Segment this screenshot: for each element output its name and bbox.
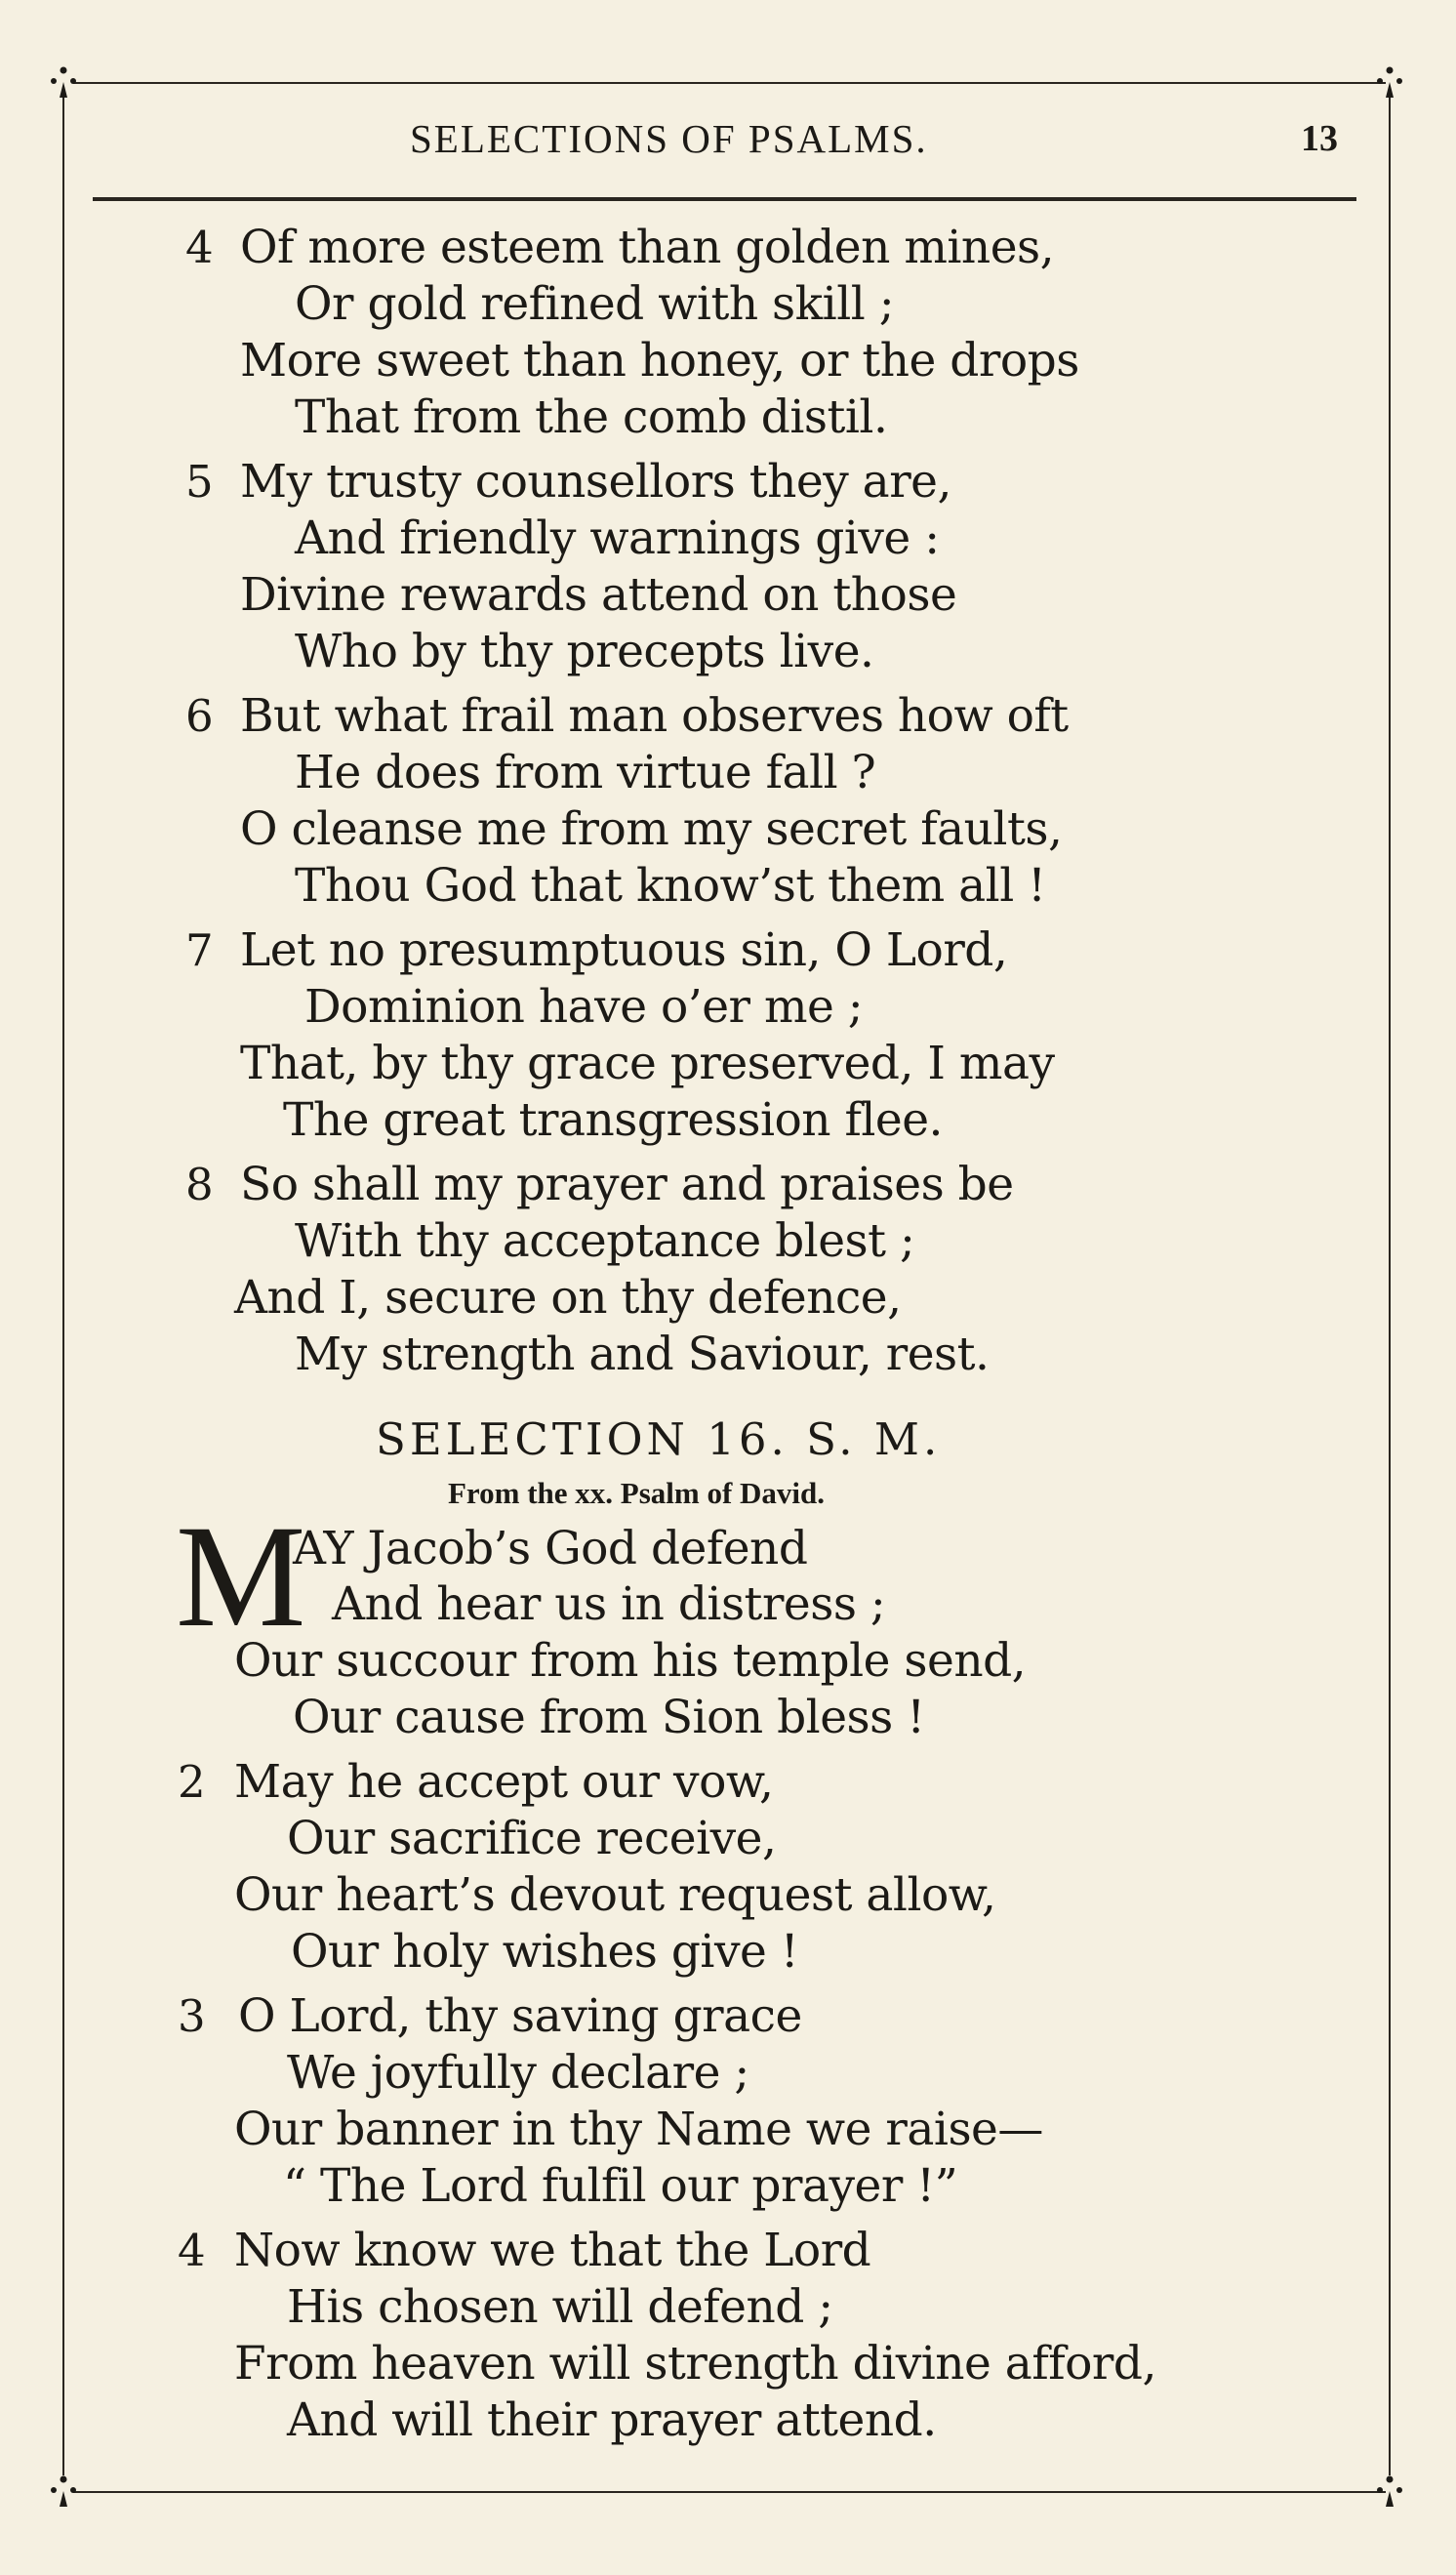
verse-line: And hear us in distress ; (332, 1577, 886, 1631)
verse-line: That from the comb distil. (295, 390, 888, 444)
verse-line: Divine rewards attend on those (240, 568, 957, 622)
corner-ornament-icon (44, 2472, 83, 2511)
verse-line: More sweet than honey, or the drops (240, 334, 1079, 388)
header-rule (93, 197, 1356, 201)
corner-ornament-icon (44, 62, 83, 102)
verse-line: Our cause from Sion bless ! (293, 1691, 925, 1744)
verse-number: 7 (185, 924, 214, 976)
verse-number: 2 (178, 1756, 206, 1808)
verse-line: So shall my prayer and praises be (240, 1158, 1014, 1211)
verse-line: And I, secure on thy defence, (234, 1271, 902, 1325)
verse-line: May he accept our vow, (234, 1755, 774, 1809)
verse-number: 8 (185, 1159, 214, 1210)
verse-line: Our succour from his temple send, (234, 1634, 1027, 1688)
verse-number: 3 (178, 1990, 206, 2042)
verse-line: Of more esteem than golden mines, (240, 221, 1055, 274)
verse-line: Who by thy precepts live. (295, 625, 874, 678)
verse-line: Now know we that the Lord (234, 2224, 871, 2277)
verse-line: Thou God that know’st them all ! (295, 859, 1046, 913)
verse-line: Our sacrifice receive, (287, 1812, 777, 1865)
verse-line: O cleanse me from my secret faults, (240, 802, 1063, 856)
verse-line: AY Jacob’s God defend (293, 1522, 808, 1575)
selection-subtitle: From the xx. Psalm of David. (448, 1476, 826, 1510)
verse-line: “ The Lord fulfil our prayer !” (283, 2159, 958, 2213)
verse-line: My strength and Saviour, rest. (295, 1328, 990, 1381)
page-number: 13 (1301, 118, 1338, 159)
verse-number: 4 (185, 222, 214, 273)
verse-line: And will their prayer attend. (287, 2393, 937, 2447)
verse-number: 4 (178, 2225, 206, 2276)
verse-line: But what frail man observes how oft (240, 689, 1069, 743)
verse-number: 6 (185, 690, 214, 742)
left-border-rule (62, 96, 64, 2475)
corner-ornament-icon (1370, 62, 1409, 102)
verse-line: O Lord, thy saving grace (238, 1989, 802, 2043)
bottom-border-rule (73, 2491, 1386, 2493)
verse-line: The great transgression flee. (283, 1093, 943, 1147)
drop-cap: M (176, 1495, 306, 1657)
verse-line: Or gold refined with skill ; (295, 277, 895, 331)
verse-line: His chosen will defend ; (287, 2280, 833, 2334)
verse-number: 5 (185, 456, 214, 508)
verse-line: Let no presumptuous sin, O Lord, (240, 923, 1008, 977)
verse-line: My trusty counsellors they are, (240, 455, 951, 509)
verse-line: Our heart’s devout request allow, (234, 1868, 996, 1922)
verse-line: With thy acceptance blest ; (295, 1214, 915, 1268)
verse-line: Our holy wishes give ! (291, 1925, 799, 1979)
verse-line: He does from virtue fall ? (295, 746, 876, 799)
verse-line: And friendly warnings give : (295, 511, 940, 565)
verse-line: That, by thy grace preserved, I may (240, 1037, 1055, 1090)
verse-line: From heaven will strength divine afford, (234, 2337, 1156, 2391)
top-border-rule (73, 82, 1386, 84)
verse-line: We joyfully declare ; (287, 2046, 749, 2100)
verse-line: Our banner in thy Name we raise— (234, 2103, 1043, 2156)
verse-line: Dominion have o’er me ; (304, 980, 864, 1034)
corner-ornament-icon (1370, 2472, 1409, 2511)
running-head: SELECTIONS OF PSALMS. (410, 116, 928, 161)
right-border-rule (1389, 96, 1391, 2475)
selection-title: SELECTION 16. S. M. (376, 1413, 942, 1465)
